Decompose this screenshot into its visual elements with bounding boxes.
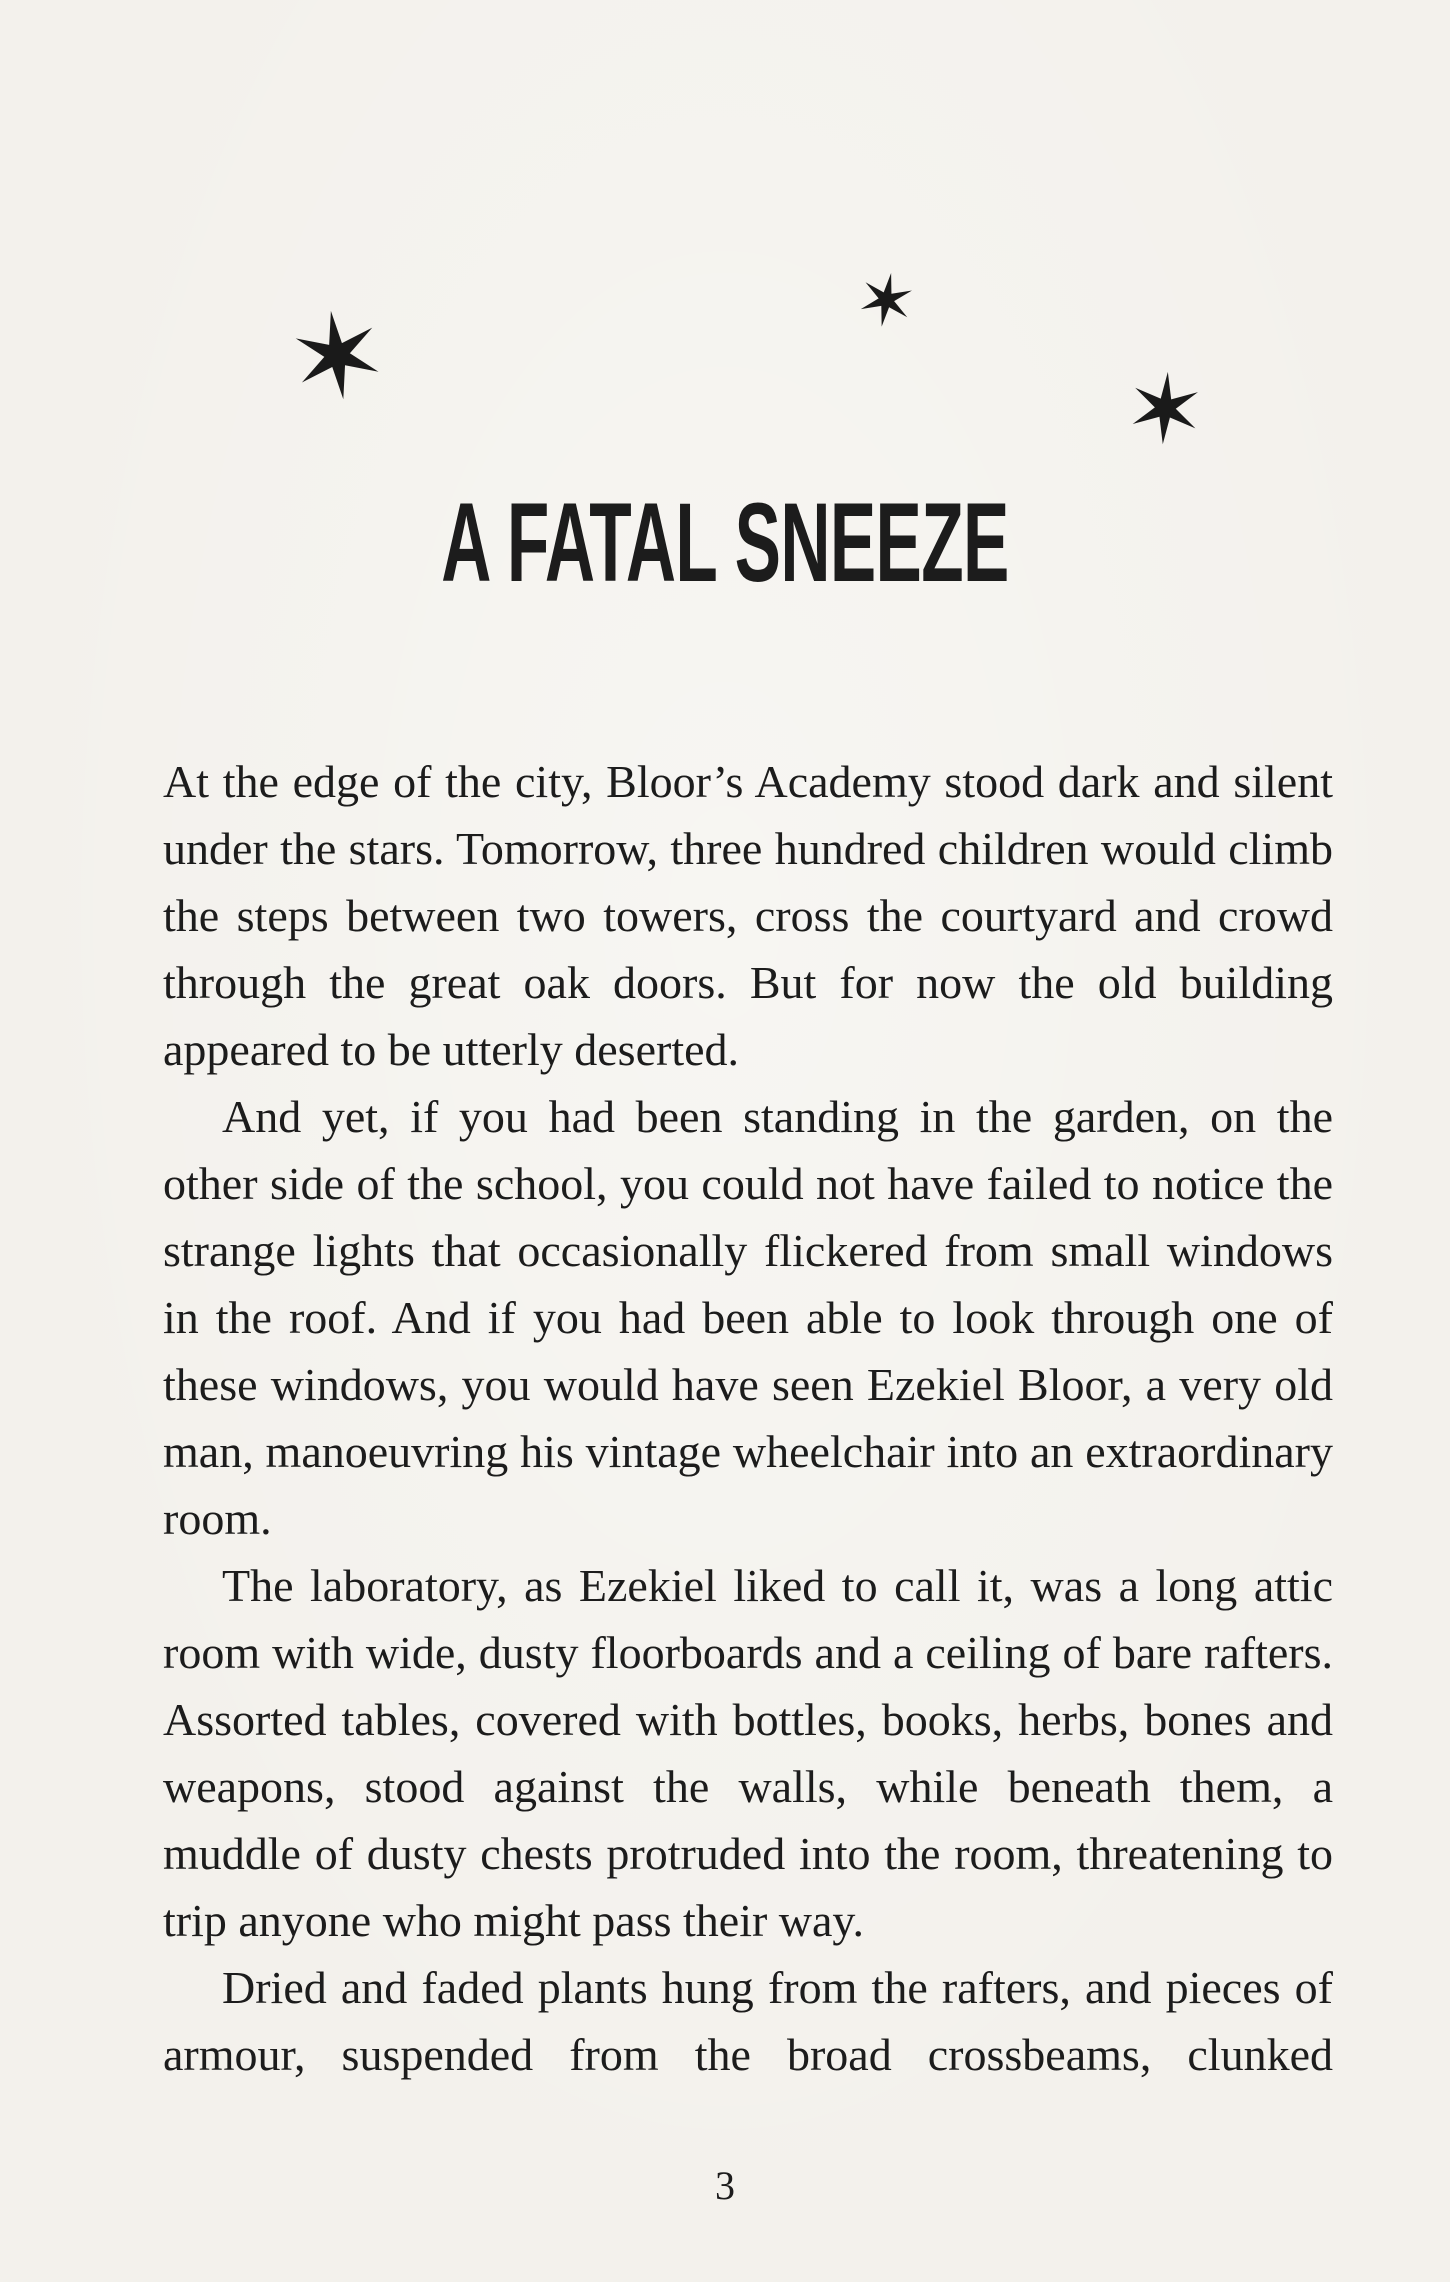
paragraph-3: The laboratory, as Ezekiel liked to call it, was a long attic room with wide, dusty floorboards and a ceiling of bare rafters. Assorted tables, covered with bottles, books, herbs, bones and weapons, stood against the walls, while beneath them, a muddle of dusty chests protruded into the room, threatening to trip anyone who might pass their way. bbox=[163, 1560, 1333, 1946]
paragraph-2: And yet, if you had been standing in the garden, on the other side of the school, you could not have failed to notice the strange lights that occasionally flickered from small windows in the roof. And if you had been able to look through one of these windows, you would have seen Ezekiel Bloor, a very old man, manoeuvring his vintage wheelchair into an extraordinary room. bbox=[163, 1091, 1333, 1544]
body-text bbox=[163, 748, 1333, 2088]
star-ornament-center-icon: ✶ bbox=[849, 254, 924, 348]
star-ornament-left-icon: ✶ bbox=[278, 281, 396, 433]
paragraph-4: Dried and faded plants hung from the rafters, and pieces of armour, suspended from the broad crossbeams, clunked bbox=[163, 1962, 1333, 2080]
page-number: 3 bbox=[715, 2163, 735, 2208]
star-ornament-right-icon: ✶ bbox=[1121, 351, 1210, 469]
paragraph-1: At the edge of the city, Bloor’s Academy stood dark and silent under the stars. Tomorrow, three hundred children would climb the steps between two towers, cross the courtyard and crowd through the great oak doors. But for now the old building appeared to be utterly deserted. bbox=[163, 756, 1333, 1075]
chapter-title: A FATAL SNEEZE bbox=[441, 480, 1009, 605]
